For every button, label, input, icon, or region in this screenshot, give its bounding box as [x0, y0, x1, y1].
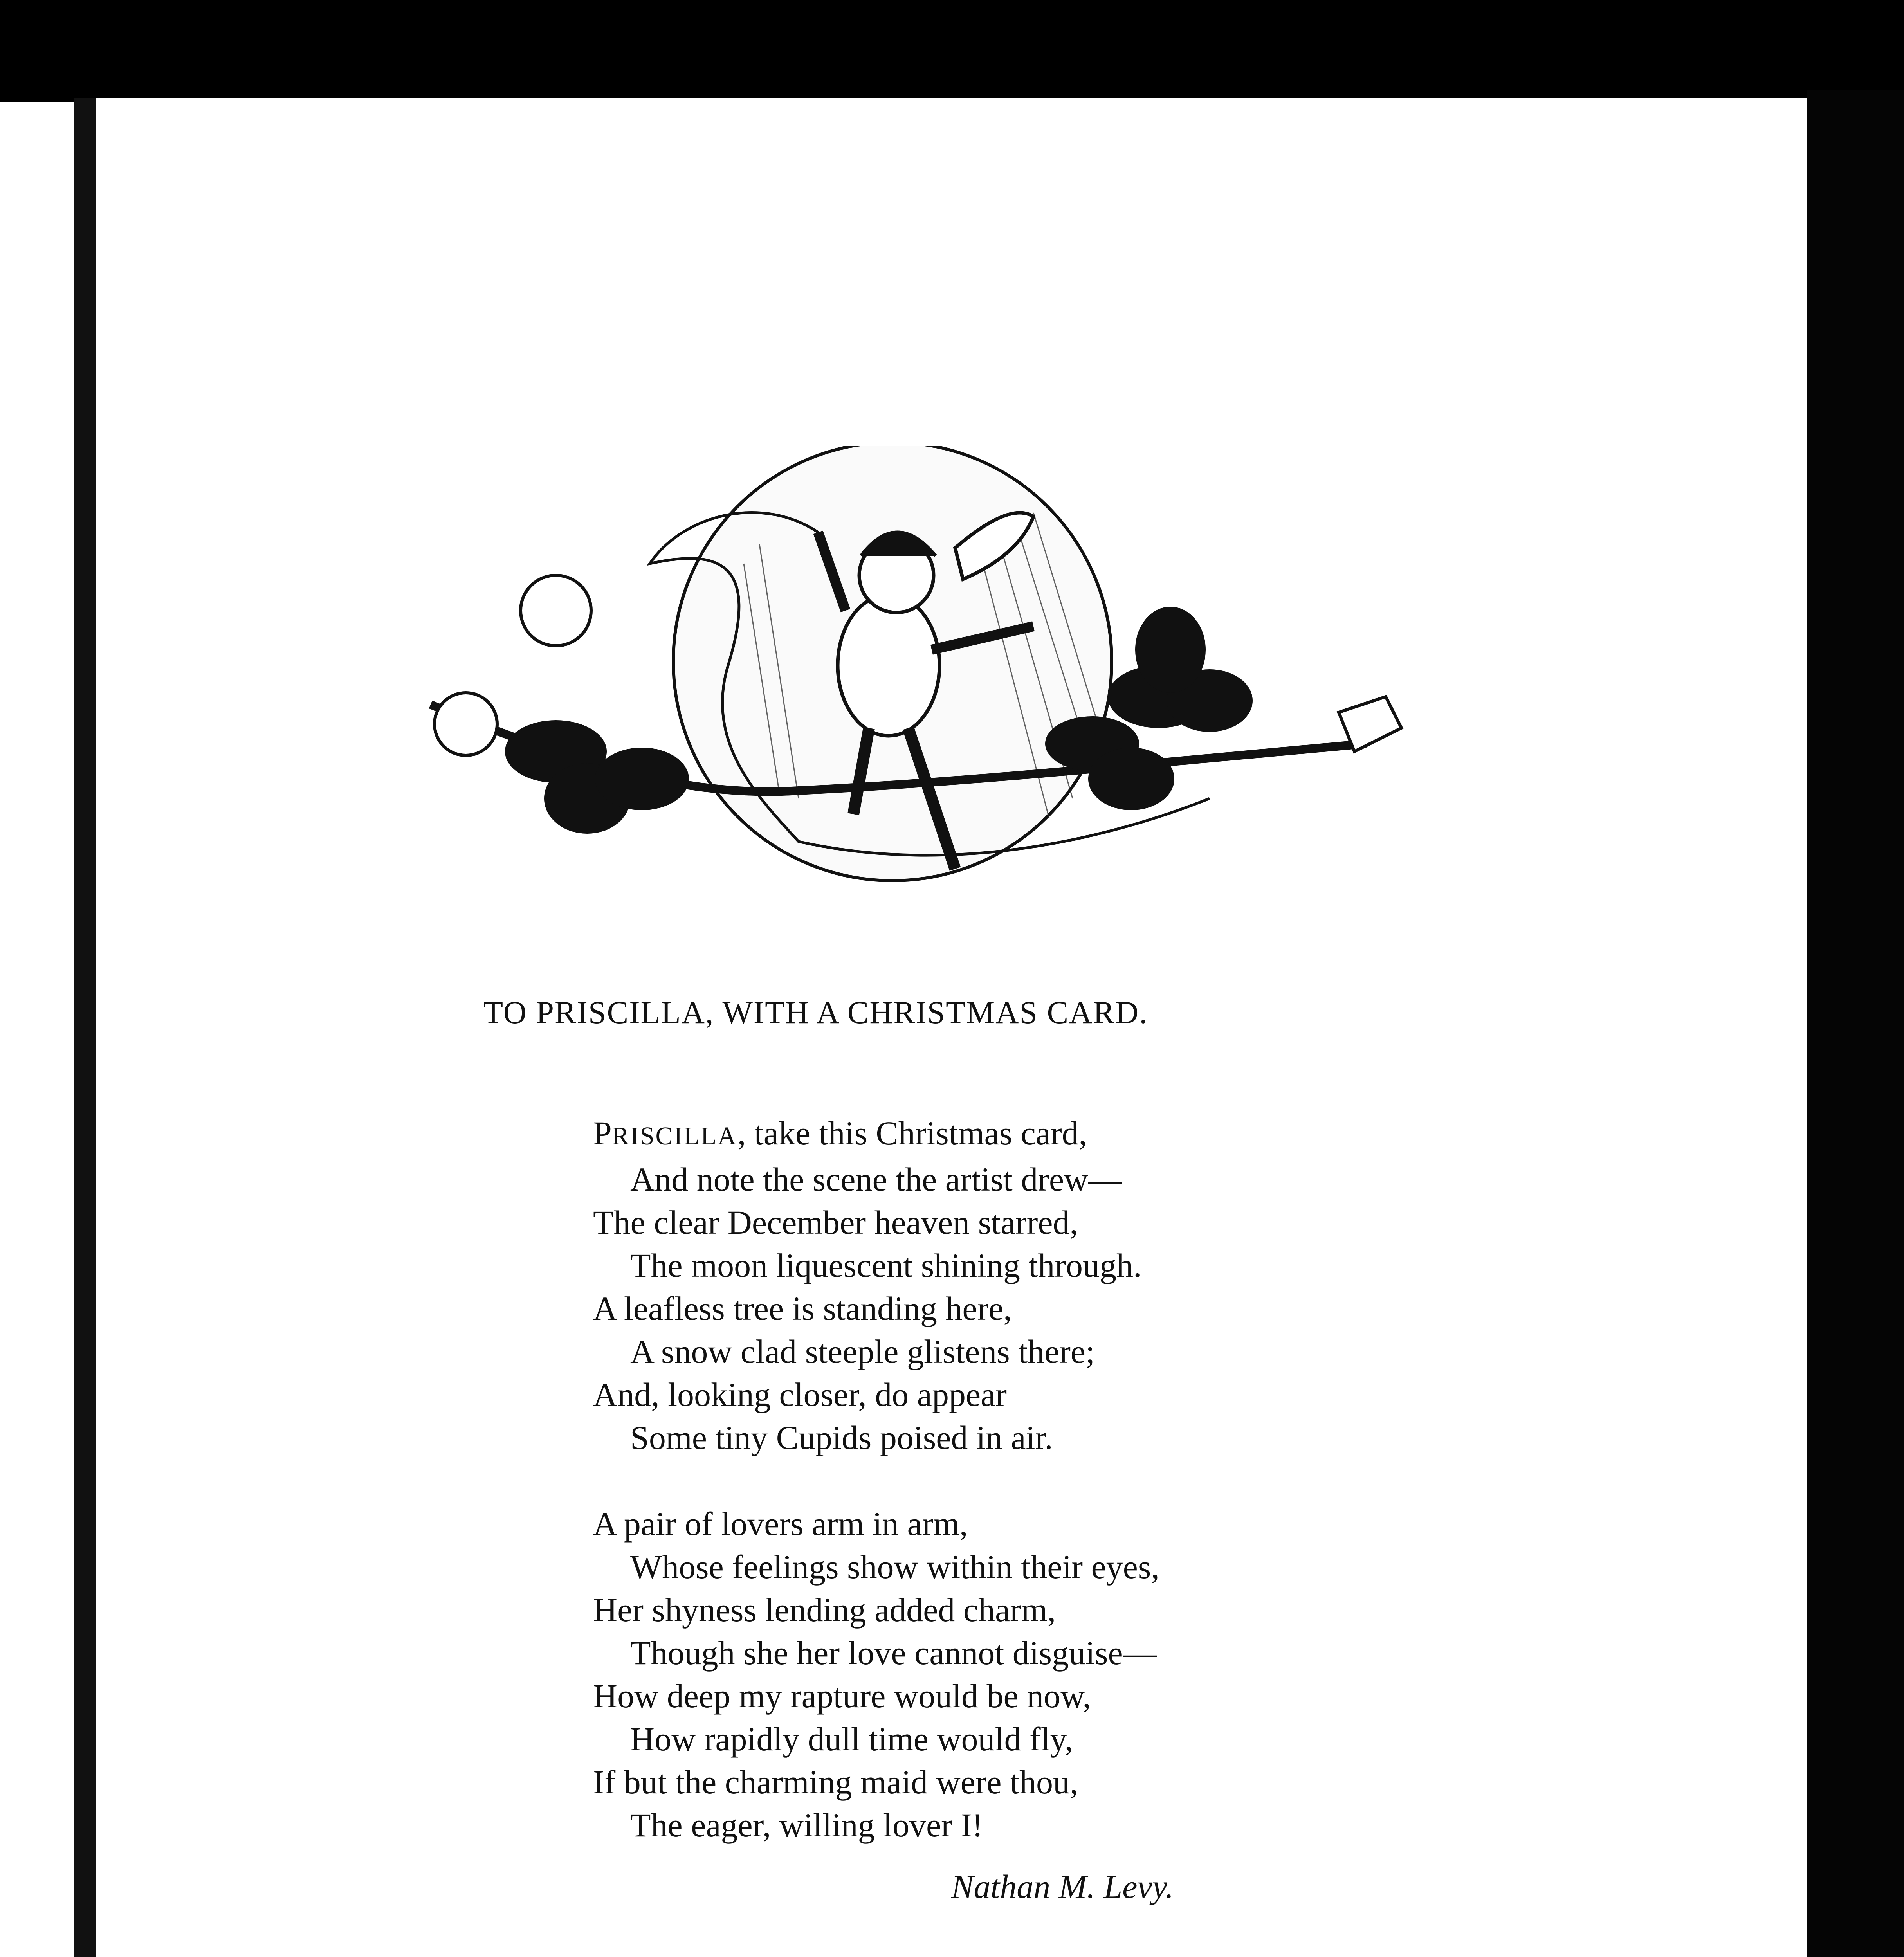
poem-line: The moon liquescent shining through. — [630, 1247, 1142, 1284]
poem-line-text: , take this Christmas card, — [737, 1114, 1087, 1152]
poem-title: TO PRISCILLA, WITH A CHRISTMAS CARD. — [483, 995, 1148, 1030]
poem-line: The eager, willing lover I! — [630, 1806, 983, 1844]
scan-border-right — [1807, 90, 1904, 1957]
poem-line: The clear December heaven starred, — [593, 1204, 1078, 1241]
poem-body — [593, 1112, 1298, 1890]
book-spine — [74, 98, 96, 1957]
author-signature: Nathan M. Levy. — [951, 1868, 1174, 1905]
poem-line: A pair of lovers arm in arm, — [593, 1505, 968, 1543]
poem-line: And, looking closer, do appear — [593, 1376, 1007, 1413]
poem-line: And note the scene the artist drew— — [630, 1161, 1122, 1198]
facing-page-edge — [0, 102, 74, 1957]
poem-line: A snow clad steeple glistens there; — [630, 1333, 1095, 1370]
poem-line: Whose feelings show within their eyes, — [630, 1548, 1159, 1586]
poem-line: How rapidly dull time would fly, — [630, 1720, 1073, 1758]
drop-small-cap-initial: P — [593, 1114, 612, 1152]
small-caps-word: RISCILLA — [611, 1122, 737, 1150]
stanza-1 — [593, 1112, 1298, 1459]
poem-line: Some tiny Cupids poised in air. — [630, 1419, 1053, 1456]
top-vignette-illustration — [407, 446, 1417, 916]
poem-line: Though she her love cannot disguise— — [630, 1634, 1157, 1672]
poem-line: Her shyness lending added charm, — [593, 1591, 1056, 1629]
poem-line: If but the charming maid were thou, — [593, 1763, 1078, 1801]
poem-line: A leafless tree is standing here, — [593, 1290, 1012, 1327]
poem-line — [593, 1112, 1298, 1158]
stanza-2 — [593, 1502, 1298, 1847]
poem-line: How deep my rapture would be now, — [593, 1677, 1091, 1715]
